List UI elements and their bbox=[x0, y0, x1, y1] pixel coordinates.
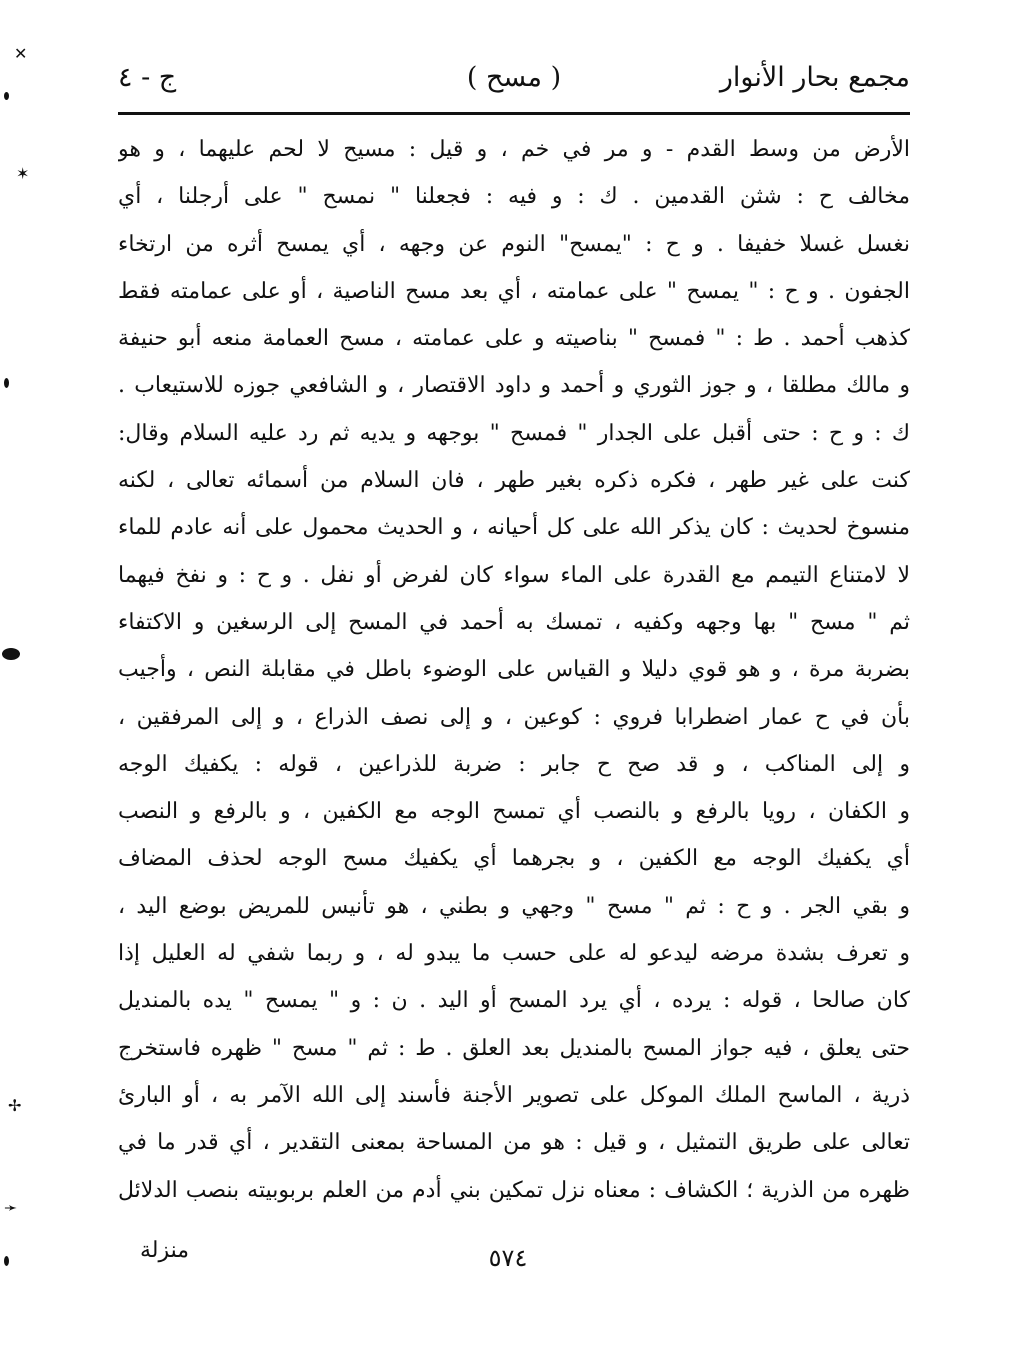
text-line: و الكفان ، رويا بالرفع و بالنصب أي تمسح الوجه مع الكفين ، و بالرفع و النصب bbox=[118, 799, 910, 825]
text-line: كان صالحا ، قوله : يرده ، أي يرد المسح أو اليد . ن : و " يمسح " يده بالمنديل bbox=[118, 988, 910, 1014]
catchword: منزلة bbox=[140, 1238, 190, 1263]
text-line: تعالى على طريق التمثيل ، و قيل : هو من المساحة بمعنى التقدير ، أي قدر ما في bbox=[118, 1130, 910, 1156]
text-line: ثم " مسح " بها وجهه وكفيه ، تمسك به أحمد في المسح إلى الرسغين و الاكتفاء bbox=[118, 609, 910, 635]
book-title: مجمع بحار الأنوار bbox=[719, 62, 910, 93]
entry-heading: ( مسح ) bbox=[466, 62, 562, 93]
text-line: مخالف ح : شثن القدمين . ك : و فيه : فجعلنا " نمسح " على أرجلنا ، أي bbox=[118, 184, 910, 210]
scan-speck bbox=[4, 1256, 9, 1266]
scan-speck bbox=[4, 92, 9, 100]
text-line: الأرض من وسط القدم - و مر في خم ، و قيل : مسيح لا لحم عليهما ، و هو bbox=[118, 137, 910, 162]
text-line: حتى يعلق ، فيه جواز المسح بالمنديل بعد العلق . ط : ثم " مسح " ظهره فاستخرج bbox=[118, 1035, 910, 1061]
volume-label: ج - ٤ bbox=[118, 62, 177, 93]
scan-mark: ➛ bbox=[4, 1198, 18, 1217]
page-header bbox=[118, 56, 910, 108]
text-line: ك : و ح : حتى أقبل على الجدار " فمسح " بوجهه و يديه ثم رد عليه السلام وقال: bbox=[118, 420, 910, 446]
text-line: نغسل غسلا خفيفا . و ح : "يمسح" النوم عن وجهه ، أي يمسح أثره من ارتخاء bbox=[118, 231, 910, 257]
scan-speck bbox=[2, 648, 20, 660]
text-line: كنت على غير طهر ، فكره ذكره بغير طهر ، فان السلام من أسمائه تعالى ، لكنه bbox=[118, 468, 910, 494]
scan-mark: ✶ bbox=[16, 164, 30, 183]
text-line: أي يكفيك الوجه مع الكفين ، و بجرهما أي يكفيك مسح الوجه لحذف المضاف bbox=[118, 846, 910, 872]
page-number: ٥٧٤ bbox=[488, 1244, 528, 1272]
header-divider bbox=[118, 112, 910, 115]
body-text bbox=[118, 126, 910, 1214]
text-line: بأن في ح عمار اضطرابا فروي : كوعين ، و إلى نصف الذراع ، و إلى المرفقين ، bbox=[118, 704, 910, 730]
text-line: و إلى المناكب ، و قد صح ح جابر : ضربة للذراعين ، قوله : يكفيك الوجه bbox=[118, 751, 910, 777]
text-line: بضربة مرة ، و هو قوي دليلا و القياس على الوضوء باطل في مقابلة النص ، وأجيب bbox=[118, 657, 910, 683]
text-line: و مالك مطلقا ، و جوز الثوري و أحمد و داود الاقتصار ، و الشافعي جوزه للاستيعاب . bbox=[118, 373, 910, 399]
text-line: كذهب أحمد . ط : " فمسح " بناصيته و على عمامته ، مسح العمامة منعه أبو حنيفة bbox=[118, 326, 910, 352]
scan-mark: ✕ bbox=[14, 44, 28, 63]
text-line: الجفون . و ح : " يمسح " على عمامته ، أي بعد مسح الناصية ، أو على عمامته فقط bbox=[118, 278, 910, 304]
text-line: لا لامتناع التيمم مع القدرة على الماء سواء كان لفرض أو نفل . و ح : و نفخ فيهما bbox=[118, 562, 910, 588]
text-line: منسوخ لحديث : كان يذكر الله على كل أحيانه ، و الحديث محمول على أنه عادم للماء bbox=[118, 515, 910, 541]
text-line: و تعرف بشدة مرضه ليدعو له على حسب ما يبدو له ، و ربما شفي له العليل إذا bbox=[118, 941, 910, 967]
text-line: و بقي الجر . و ح : ثم " مسح " وجهي و بطني ، هو تأنيس للمريض بوضع اليد ، bbox=[118, 893, 910, 919]
text-line: ظهره من الذرية ؛ الكشاف : معناه نزل تمكين بني أدم من العلم بربوبيته بنصب الدلائل bbox=[118, 1177, 910, 1203]
text-line: ذرية ، الماسح الملك الموكل على تصوير الأجنة فأسند إلى الله الآمر به ، أو البارئ bbox=[118, 1082, 910, 1108]
scan-speck bbox=[4, 378, 9, 388]
scan-mark: ✢ bbox=[8, 1096, 22, 1115]
